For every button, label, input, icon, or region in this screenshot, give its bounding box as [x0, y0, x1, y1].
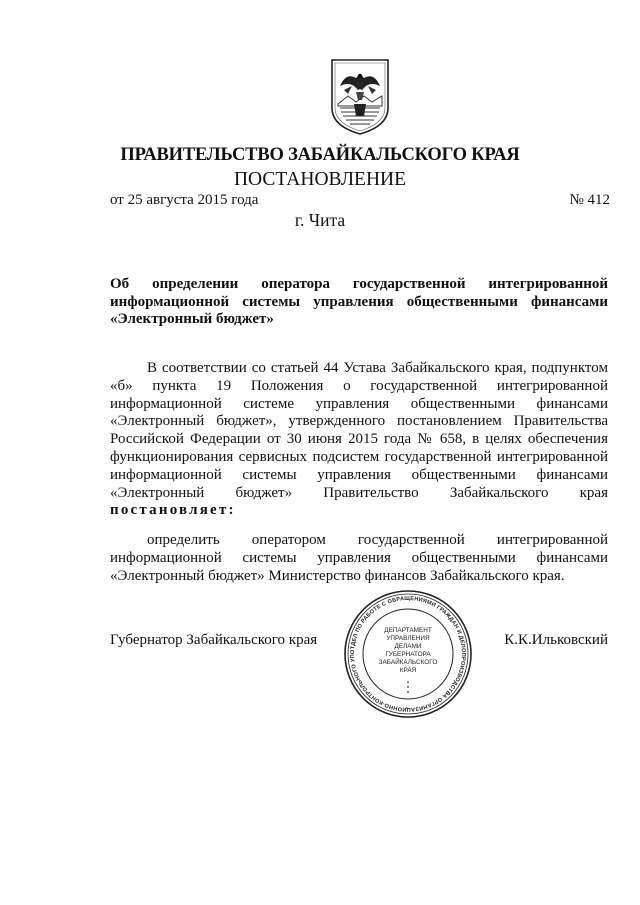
resolves-word: постановляет: [110, 502, 236, 519]
official-stamp [342, 588, 474, 720]
decision-paragraph: определить оператором государственной интегрированной информационной системы управления общественными финансами «Электронный бюджет» Министерство финансов Забайкальского края. [110, 532, 608, 584]
signatory-position: Губернатор Забайкальского края [110, 632, 318, 648]
document-number: № 412 [569, 192, 610, 208]
preamble-paragraph [110, 360, 608, 520]
document-type: ПОСТАНОВЛЕНИЕ [233, 169, 407, 190]
stamp-line: УПРАВЛЕНИЯ [386, 635, 430, 642]
stamp-line: КРАЯ [399, 667, 417, 674]
stamp-line: ГУБЕРНАТОРА [385, 651, 431, 658]
signatory-name: К.К.Ильковский [504, 632, 608, 648]
document-subject: Об определении оператора государственной интегрированной информационной системы управления общественными финансами «Электронный бюджет» [110, 276, 608, 327]
document-city: г. Чита [294, 210, 346, 230]
government-title: ПРАВИТЕЛЬСТВО ЗАБАЙКАЛЬСКОГО КРАЯ [120, 145, 520, 165]
stamp-line: ДЕПАРТАМЕНТ [384, 627, 432, 634]
svg-text:ОТДЕЛ ПО РАБОТЕ С ОБРАЩЕНИЯМИ [342, 588, 466, 712]
stamp-ring-text: ОТДЕЛ ПО РАБОТЕ С ОБРАЩЕНИЯМИ ГРАЖДАН И ДЕЛОПРОИЗВОДСТВА ОРГАНИЗАЦИОННО-КОНТРОЛЬНОГО УП [349, 595, 467, 713]
document-date: от 25 августа 2015 года [110, 192, 259, 208]
preamble-text: В соответствии со статьей 44 Устава Забайкальского края, подпунктом «б» пункта 19 Положения о государственной интегрированной информационной системе управления общественными финансами «Электронный бюджет», утвержденного постановлением Правительства Российской Федерации от 30 июня 2015 года № 658, в целях обеспечения функционирования сервисных подсистем государственной интегрированной информационной системы управления общественными финансами «Электронный бюджет» Правительство Забайкальского края [110, 360, 608, 501]
stamp-line: ЗАБАЙКАЛЬСКОГО [378, 659, 438, 666]
coat-of-arms-icon [326, 56, 394, 136]
stamp-line: ДЕЛАМИ [394, 643, 422, 650]
